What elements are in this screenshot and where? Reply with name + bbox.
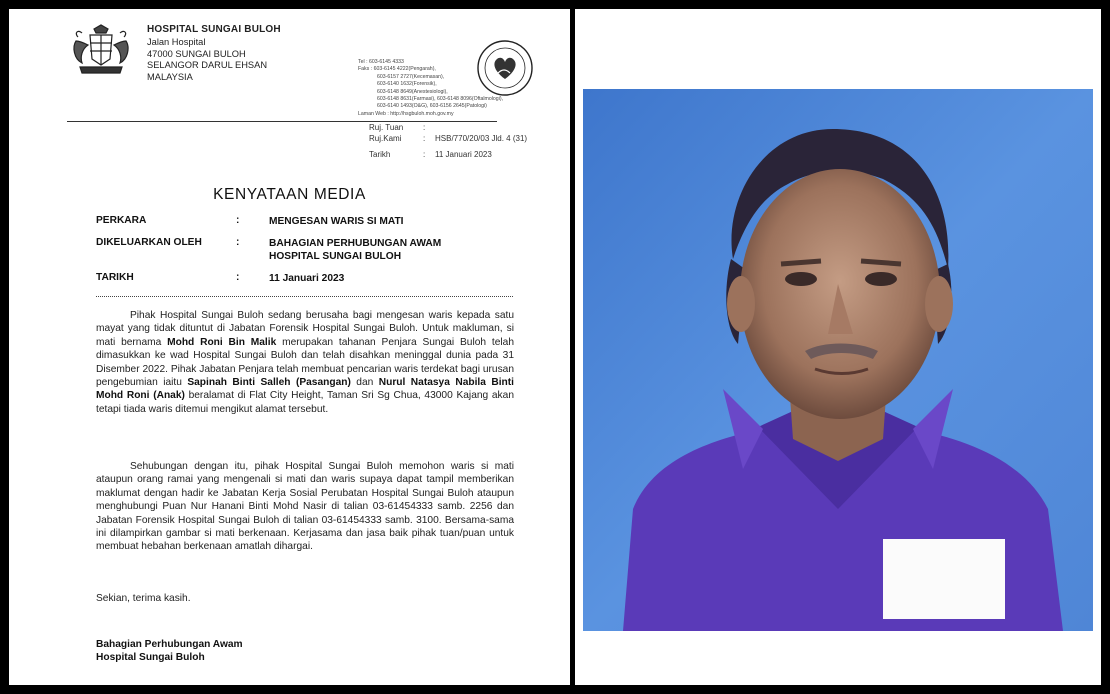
document-title: KENYATAAN MEDIA [213,186,366,203]
media-statement-document [9,9,570,685]
ref-label: Ruj.Kami [369,134,402,143]
ref-row-tuan [369,123,426,132]
ref-colon: : [423,134,426,143]
issued-by-colon: : [236,237,240,248]
closing-line: Sekian, terima kasih. [96,593,191,604]
issued-by-line: HOSPITAL SUNGAI BULOH [269,251,402,262]
ref-colon: : [423,150,426,159]
photo-image [583,89,1093,631]
address-line: Jalan Hospital [147,37,206,47]
hospital-address [147,37,267,83]
paragraph-2: Sehubungan dengan itu, pihak Hospital Sungai Buloh memohon waris si mati ataupun orang ramai yang mengenali si mati dan waris supaya dapat tampil memberikan maklumat dengan hadir ke Jabatan Kerja Sosial Perubatan Hospital Sungai Buloh ataupun menghubungi Puan Nur Hanani Binti Mohd Nasir di talian 03-61454333 samb. 2256 dan Jabatan Forensik Hospital Sungai Buloh di talian 03-61454333 samb. 3100. Bersama-sama ini dilampirkan gambar si mati berkenaan. Kerjasama dan jasa baik pihak tuan/puan untuk membuat hebahan berkenaan amatlah dihargai. [96,461,514,553]
signature-line: Bahagian Perhubungan Awam [96,639,243,650]
paragraph-1 [96,309,514,416]
contact-line: 603-6140 1493(O&G), 603-6156 2645(Patologi) [377,103,487,110]
p1-text: merupakan tahanan Penjara Sungai Buloh telah dimasukkan ke wad Hospital Sungai Buloh dan telah disahkan meninggal dunia pada 31 Disember 2022. Pihak Jabatan Penjara telah membuat pencarian waris terdekat bagi urusan pengebumian iaitu [96,336,514,389]
perkara-colon: : [236,215,240,226]
contact-line: 603-6148 8631(Farmasi), 603-6148 8096(Oftalmologi), [377,96,504,103]
date-value: 11 Januari 2023 [269,273,345,284]
hospital-name: HOSPITAL SUNGAI BULOH [147,24,281,35]
p1-text: dan [350,377,379,389]
dotted-separator [96,296,513,297]
p1-text: beralamat di Flat City Height, Taman Sri Sg Chua, 43000 Kajang akan tetapi tiada waris ditemui mengikut alamat tersebut. [96,390,514,415]
contact-line: 603-6157 2727(Kecemasan), [377,73,445,80]
deceased-name: Mohd Roni Bin Malik [167,336,277,348]
contact-block [358,59,503,118]
issued-by-label: DIKELUARKAN OLEH [96,237,202,248]
address-line: SELANGOR DARUL EHSAN [147,60,268,70]
attached-photo-page [575,9,1101,685]
perkara-label: PERKARA [96,215,147,226]
ref-row-tarikh [369,150,492,159]
signature-block [96,639,243,664]
website-line: Laman Web : http://hsgbuloh.moh.gov.my [358,110,454,117]
p1-text: Pihak Hospital Sungai Buloh sedang berusaha bagi mengesan waris kepada satu mayat yang tidak dituntut di Jabatan Forensik Hospital Sungai Buloh. Untuk makluman, si mati bernama [96,310,514,348]
perkara-value: MENGESAN WARIS SI MATI [269,216,404,227]
ref-label: Ruj. Tuan [369,123,404,132]
date-colon: : [236,272,240,283]
ref-value: HSB/770/20/03 Jld. 4 (31) [435,134,528,143]
ref-label: Tarikh [369,150,391,159]
contact-line: Tel : 603-6145 4333 [358,59,404,65]
letterhead-rule [67,121,497,122]
ref-value: 11 Januari 2023 [435,150,492,159]
contact-line: Faks : 603-6145 4222(Pengarah), [358,66,436,73]
contact-line: 603-6148 8649(Anestesiologi), [377,88,448,95]
issued-by-line: BAHAGIAN PERHUBUNGAN AWAM [269,238,442,249]
issued-by-value [269,237,441,263]
next-of-kin-child: Nurul Natasya Nabila Binti Mohd Roni (Anak) [96,377,514,402]
coat-of-arms-emblem [64,23,138,79]
date-label: TARIKH [96,272,134,283]
signature-line: Hospital Sungai Buloh [96,651,205,663]
ref-row-kami [369,134,528,143]
contact-line: 603-6140 1632(Forensik), [377,81,437,88]
ref-colon: : [423,123,426,132]
next-of-kin-spouse: Sapinah Binti Salleh (Pasangan) [187,377,351,389]
address-line: MALAYSIA [147,71,193,82]
address-line: 47000 SUNGAI BULOH [147,48,246,59]
deceased-photo [583,89,1093,631]
